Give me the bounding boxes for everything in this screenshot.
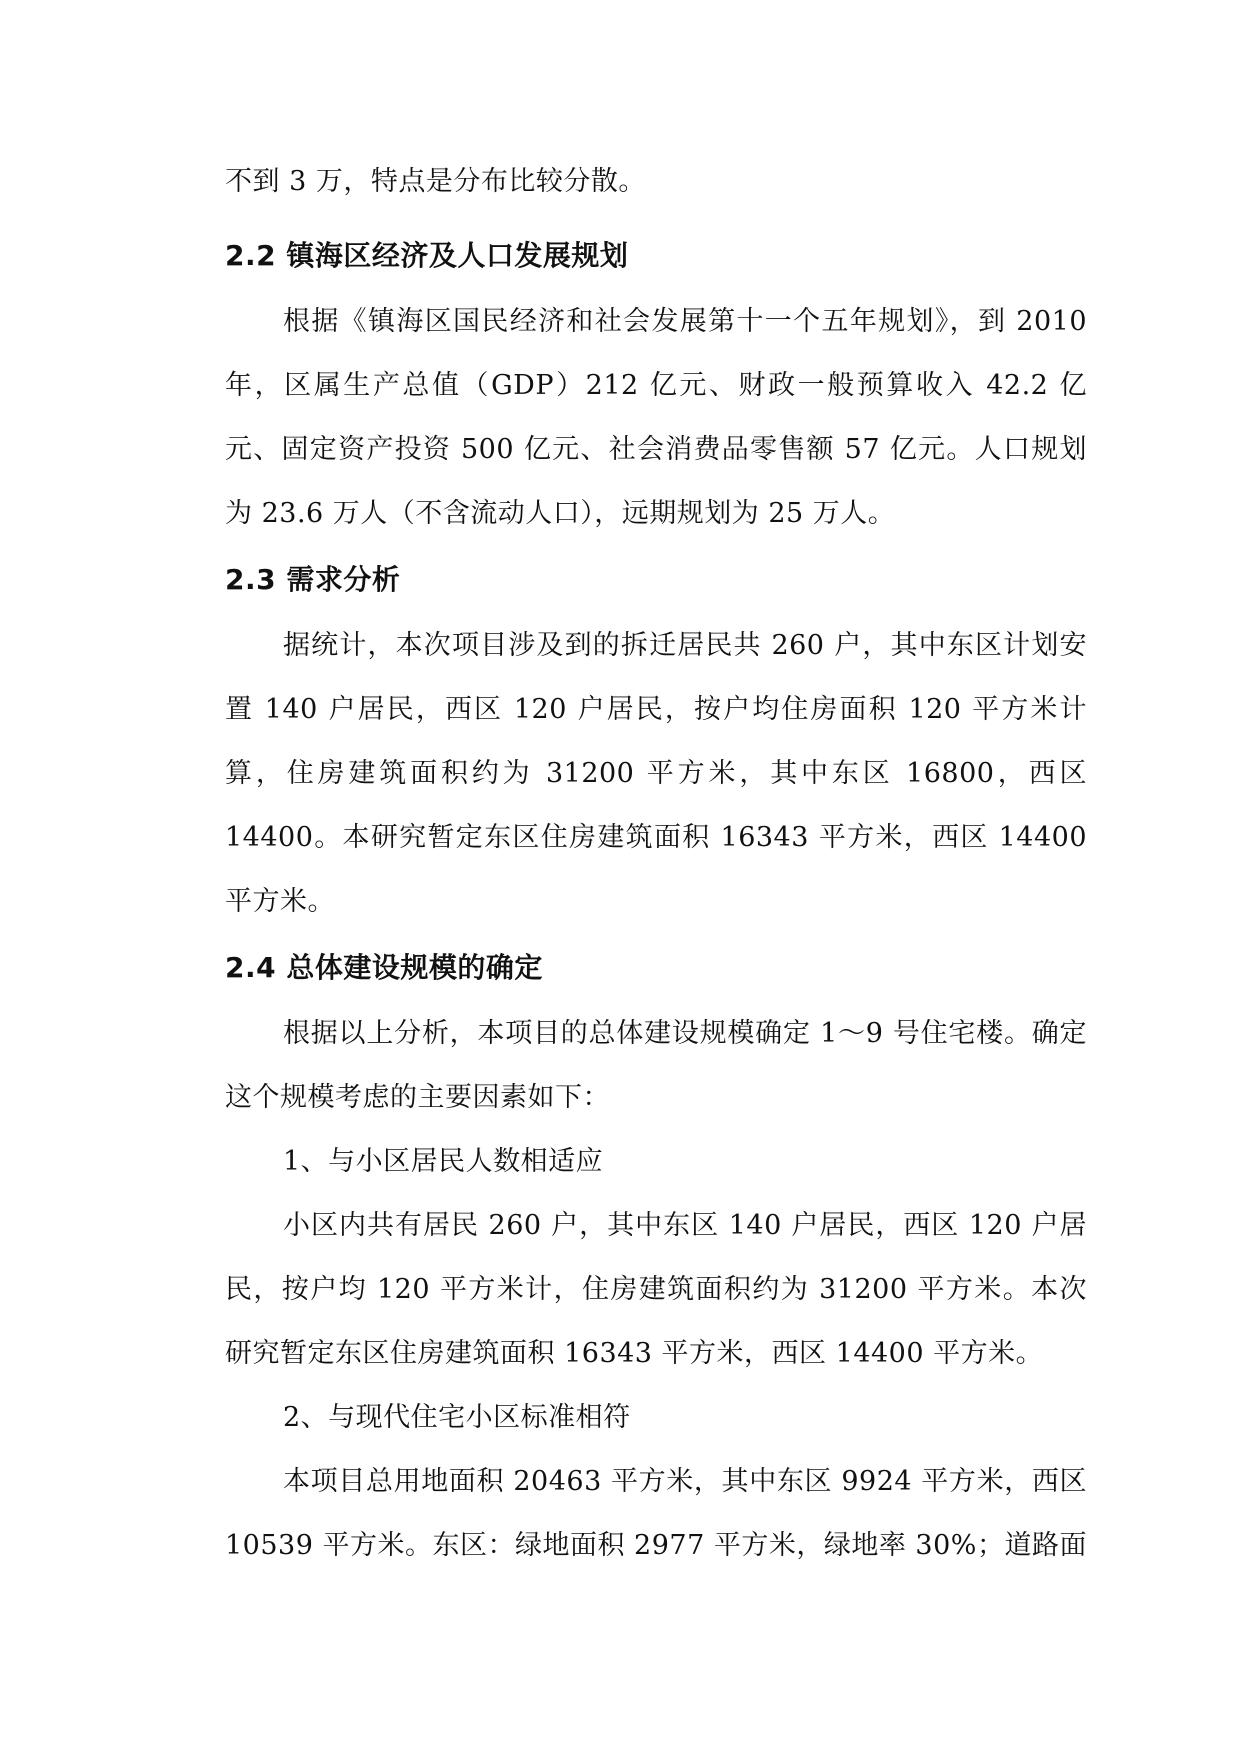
heading-2-2: 2.2 镇海区经济及人口发展规划 xyxy=(225,239,629,272)
list-item-2-title: 2、与现代住宅小区标准相符 xyxy=(283,1402,631,1433)
paragraph-2-3: 据统计，本次项目涉及到的拆迁居民共 260 户，其中东区计划安置 140 户居民，西区 120 户居民，按户均住房面积 120 平方米计算，住房建筑面积约为 31200 平方米，其中东区 16800，西区 14400。本研究暂定东区住房建筑面积 16343 平方米，西区 14400 平方米。 xyxy=(225,630,1087,917)
document-body xyxy=(225,150,1087,1578)
paragraph-intro: 不到 3 万，特点是分布比较分散。 xyxy=(225,166,646,197)
list-item-1-text: 小区内共有居民 260 户，其中东区 140 户居民，西区 120 户居民，按户均 120 平方米计，住房建筑面积约为 31200 平方米。本次研究暂定东区住房建筑面积 16343 平方米，西区 14400 平方米。 xyxy=(225,1210,1087,1369)
heading-2-4: 2.4 总体建设规模的确定 xyxy=(225,951,543,984)
list-item-2-text: 本项目总用地面积 20463 平方米，其中东区 9924 平方米，西区 10539 平方米。东区：绿地面积 2977 平方米，绿地率 30%；道路面 xyxy=(225,1466,1087,1561)
paragraph-2-2: 根据《镇海区国民经济和社会发展第十一个五年规划》，到 2010 年，区属生产总值（GDP）212 亿元、财政一般预算收入 42.2 亿元、固定资产投资 500 亿元、社会消费品零售额 57 亿元。人口规划为 23.6 万人（不含流动人口），远期规划为 25 万人。 xyxy=(225,306,1087,529)
list-item-1-title: 1、与小区居民人数相适应 xyxy=(283,1146,604,1177)
paragraph-2-4: 根据以上分析，本项目的总体建设规模确定 1～9 号住宅楼。确定这个规模考虑的主要因素如下： xyxy=(225,1018,1087,1113)
heading-2-3: 2.3 需求分析 xyxy=(225,563,401,596)
